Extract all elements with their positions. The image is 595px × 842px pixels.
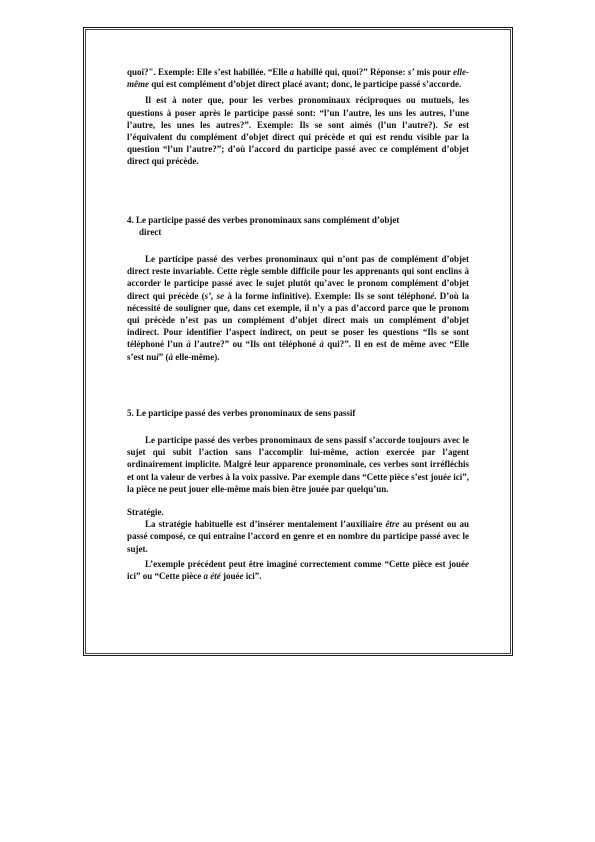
p3-em-a: s’, se [204, 290, 225, 301]
p3-em-b: é [430, 290, 435, 301]
p3-text-d: l’autre?” ou “Ils ont téléphoné [190, 339, 320, 350]
paragraphs-top [127, 66, 469, 168]
p3-em-f: à [168, 351, 174, 362]
p1-text-d: qui est complément d’objet direct placé avant; donc, le participe passé s’accorde. [149, 79, 462, 90]
section-heading-5: 5. Le participe passé des verbes pronominaux de sens passif [127, 408, 356, 418]
p1-em-b: s’ [407, 67, 415, 77]
p3-text-c: . D’où la nécessité de souligner que, dans cet exemple, il n’y a pas d’accord parce que le pronom qui précède n’est pas un complément d’objet direct mais un complément d’objet indirect. Pour identifier l’aspect indirect, on peut se poser les questions “Ils se sont téléphoné l’un [127, 290, 469, 350]
paragraph-5 [127, 518, 469, 555]
p6-em-b: a été [203, 571, 221, 582]
p1-em-c: elle-même [127, 67, 470, 90]
p6-text-a: L’exemple précédent peut être imaginé correctement comme “Cette pièce est joué [145, 558, 465, 569]
section-heading-4-line1: 4. Le participe passé des verbes pronominaux sans complément d’objet [127, 215, 400, 225]
strategie-label: Stratégie. [127, 507, 164, 518]
paragraph-6 [127, 558, 469, 582]
p3-em-e: i [156, 351, 159, 362]
p3-text-f: ” ( [158, 351, 169, 362]
section-heading-4 [127, 214, 469, 238]
p1-text-a: quoi?". Exemple: Elle s’est habillée. “Elle [127, 67, 290, 77]
p1-text-b: habillé qui, quoi?” Réponse: [294, 67, 408, 77]
p3-text-e: qui?”. Il en est de même avec “Elle s’est nu [127, 339, 469, 362]
p6-text-b: ici” ou “Cette pièce [127, 571, 204, 582]
p3-text-a: Le participe passé des verbes pronominaux qui n’ont pas de complément d’objet direct reste invariable. Cette règle semble difficile pour les apprenants qui sont enclins à accorder le participe passé avec le sujet plutôt qu’avec le pronom complément d’objet direct qui précède ( [127, 254, 469, 301]
paragraph-1 [127, 66, 469, 90]
p6-text-d: ici”. [243, 571, 262, 582]
paragraph-2 [127, 94, 469, 167]
p2-em-a: Se [443, 119, 453, 130]
paragraph-4 [127, 434, 469, 495]
p3-text-b: à la forme infinitive). Exemple: Ils se sont téléphon [224, 290, 431, 301]
section-5-body [127, 434, 469, 582]
p4-em-a: e [446, 471, 451, 482]
p5-text-a: La stratégie habituelle est d’insérer mentalement l’auxiliaire [145, 519, 386, 530]
p5-text-b: au présent ou au passé composé, ce qui entraîne l’accord en genre et en nombre du participe passé avec le sujet. [127, 519, 469, 554]
section-4-body [127, 253, 469, 363]
p4-text-a: Le participe passé des verbes pronominaux de sens passif s’accorde toujours avec le sujet qui subit l’action sans l’accomplir lui-même, action exercée par l’agent ordinairement implicite. Malgré leur apparence pronominale, ces verbes sont irréfléchis et ont la valeur de verbes à la voix passive. Par exemple dans “Cette pièce s’est joué [127, 435, 469, 482]
p2-text-a: Il est à noter que, pour les verbes pronominaux réciproques ou mutuels, les questions à poser après le participe passé sont: “l’un l’autre, les uns les autres, l’une l’autre, les unes les autres?”. Exemple: Ils se sont aimés (l’un l’autre?). [127, 95, 469, 130]
p6-em-a: e [465, 558, 469, 569]
p3-em-d: à [319, 339, 324, 350]
p1-em-a: a [289, 67, 295, 77]
p5-em-a: être [385, 519, 400, 530]
p3-em-c: à [186, 339, 191, 350]
p1-text-c: mis pour [414, 67, 454, 77]
p2-text-b: est l’équivalent du complément d’objet direct qui précède et qui est rendu visible par la question “l’un l’autre?”; d’où l’accord du participe passé avec ce complément d’objet direct qui précède. [127, 119, 470, 167]
p6-em-c: e [239, 571, 244, 582]
paragraph-3 [127, 253, 469, 363]
section-heading-4-line2: direct [139, 227, 162, 238]
p6-text-c: joué [220, 571, 240, 582]
p4-text-b: ici”, la pièce ne peut jouer elle-même mais bien être jouée par quelqu’un. [127, 471, 470, 494]
p3-text-g: elle-même). [173, 351, 220, 362]
